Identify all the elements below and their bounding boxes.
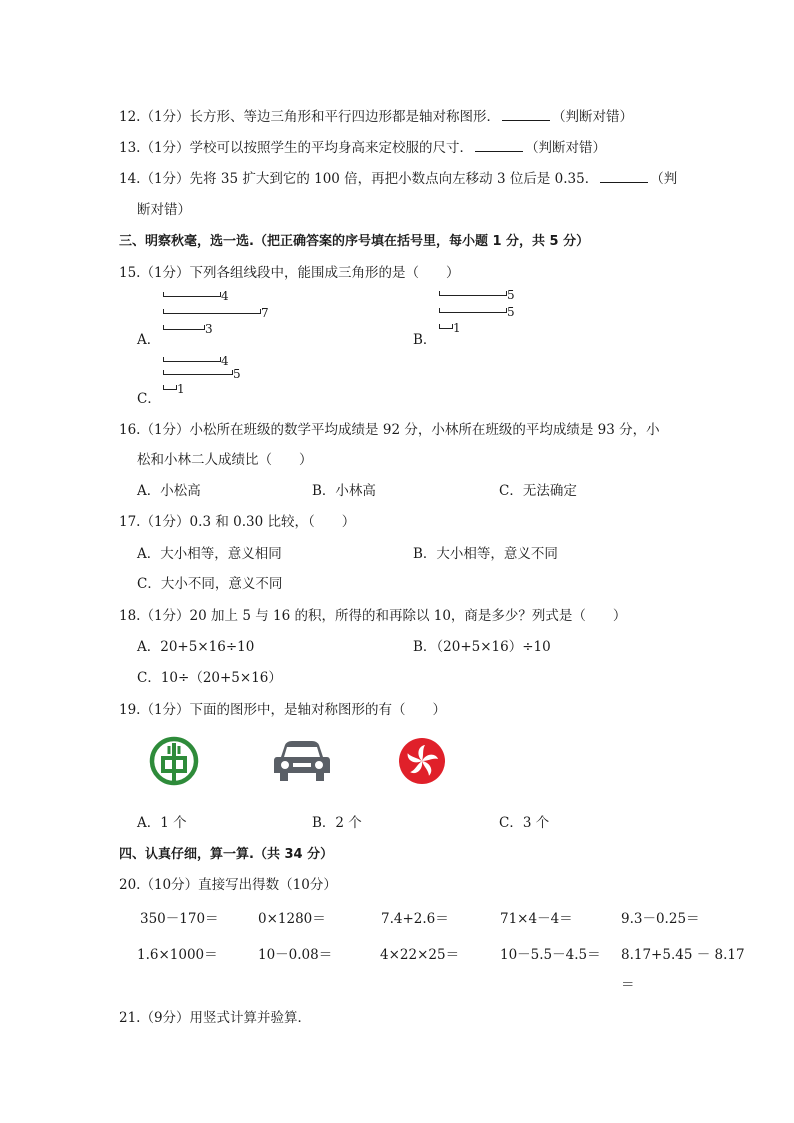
segment-b3 [439,321,461,335]
q19-option-b[interactable]: B．2 个 [312,815,362,831]
segment-a3 [163,322,213,336]
question-18: 18.（1分）20 加上 5 与 16 的积，所得的和再除以 10，商是多少？列式是（ ） [119,608,627,624]
calc-item: 7.4+2.6＝ [381,911,449,927]
calc-item: 1.6×1000＝ [137,947,218,963]
question-14-text: 14.（1分）先将 35 扩大到它的 100 倍，再把小数点向左移动 3 位后是 0.35． [119,171,599,187]
segment-label: 1 [453,321,461,335]
question-16-cont: 松和小林二人成绩比（ ） [137,452,313,468]
bauhinia-emblem-icon [398,737,446,785]
question-17: 17.（1分）0.3 和 0.30 比较，（ ） [119,514,356,530]
calc-item: 8.17+5.45 － 8.17 [621,947,745,963]
question-12 [119,105,633,125]
question-12-tail: （判断对错） [552,109,634,125]
q17-option-b[interactable]: B．大小相等，意义不同 [413,546,558,562]
segment-label: 4 [221,354,229,368]
question-13-tail: （判断对错） [525,140,607,156]
q18-option-a[interactable]: A．20+5×16÷10 [137,639,255,655]
segment-label: 5 [507,305,515,319]
calc-item: 4×22×25＝ [380,947,460,963]
calc-item: 9.3－0.25＝ [621,911,700,927]
answer-blank[interactable] [600,170,648,183]
question-13 [119,136,606,156]
question-14-tail: （判 [650,171,678,187]
segment-label: 7 [261,306,269,320]
segment-b1 [439,288,515,302]
q16-option-c[interactable]: C．无法确定 [499,483,577,499]
segment-label: 5 [507,288,515,302]
calc-item-equals: ＝ [621,977,635,993]
segment-c3 [163,382,185,396]
car-icon [273,739,331,785]
segment-b2 [439,305,515,319]
q15-option-b[interactable]: B． [413,332,437,348]
calc-item: 10－0.08＝ [258,947,333,963]
segment-label: 1 [177,382,185,396]
answer-blank[interactable] [475,139,523,152]
question-13-text: 13.（1分）学校可以按照学生的平均身高来定校服的尺寸． [119,140,474,156]
calc-item: 0×1280＝ [258,911,326,927]
section-4-heading: 四、认真仔细，算一算.（共 34 分） [119,847,334,862]
q15-option-c[interactable]: C． [137,391,161,407]
question-19: 19.（1分）下面的图形中，是轴对称图形的有（ ） [119,702,447,718]
question-21: 21.（9分）用竖式计算并验算． [119,1010,312,1026]
q16-option-b[interactable]: B．小林高 [312,483,376,499]
question-20: 20.（10分）直接写出得数（10分） [119,877,337,893]
bank-logo-icon [148,735,200,787]
answer-blank[interactable] [502,108,550,121]
segment-label: 4 [221,289,229,303]
q17-option-a[interactable]: A．大小相等，意义相同 [137,546,282,562]
question-12-text: 12.（1分）长方形、等边三角形和平行四边形都是轴对称图形． [119,109,501,125]
calc-item: 71×4－4＝ [500,911,573,927]
question-14-tail2: 断对错） [137,202,191,218]
segment-c1 [163,354,229,368]
q15-option-a[interactable]: A． [137,332,161,348]
segment-label: 3 [205,322,213,336]
calc-item: 350－170＝ [140,911,219,927]
q19-option-a[interactable]: A．1 个 [137,815,187,831]
q18-option-c[interactable]: C．10÷（20+5×16） [137,670,282,686]
segment-a1 [163,289,229,303]
question-16: 16.（1分）小松所在班级的数学平均成绩是 92 分，小林所在班级的平均成绩是 93 分，小 [119,422,660,438]
question-15: 15.（1分）下列各组线段中，能围成三角形的是（ ） [119,265,460,281]
q18-option-b[interactable]: B．（20+5×16）÷10 [413,639,551,655]
q16-option-a[interactable]: A．小松高 [137,483,201,499]
question-14 [119,167,677,187]
segment-label: 5 [233,367,241,381]
q17-option-c[interactable]: C．大小不同，意义不同 [137,576,283,592]
calc-item: 10－5.5－4.5＝ [500,947,601,963]
segment-a2 [163,306,269,320]
q19-option-c[interactable]: C．3 个 [499,815,550,831]
section-3-heading: 三、明察秋毫，选一选.（把正确答案的序号填在括号里，每小题 1 分，共 5 分） [119,234,590,249]
segment-c2 [163,367,241,381]
